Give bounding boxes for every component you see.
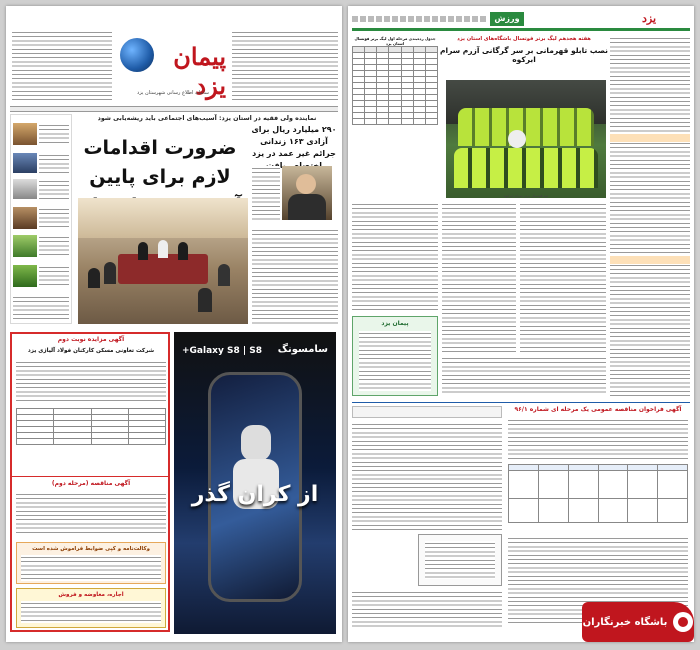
section-rule xyxy=(352,28,690,31)
bottom-left-footer-text xyxy=(352,590,502,630)
notice4-box xyxy=(16,588,166,628)
lead-kicker: نماینده ولی فقیه در استان یزد: آسیب‌های اجتماعی باید ریشه‌یابی شود xyxy=(97,115,317,122)
lead-banner: هفته هجدهم لیگ برتر فوتسال باشگاه‌های استان یزد xyxy=(457,36,591,42)
samsung-model: Galaxy S8 | S8+ xyxy=(182,346,263,356)
masthead-subtitle: سامانه اطلاع رسانی شهرستان یزد xyxy=(137,90,209,96)
bottom-left-ad-box xyxy=(418,534,502,586)
right-column-text xyxy=(610,36,690,396)
side-story-continued-text xyxy=(252,228,338,324)
middle-text-right xyxy=(520,202,606,352)
notice3-box xyxy=(16,542,166,584)
date-strip xyxy=(10,106,338,112)
side-story-text xyxy=(252,166,280,220)
right-newspaper-page xyxy=(348,6,694,642)
section-label: ورزش xyxy=(490,12,524,26)
notice1-text xyxy=(16,360,166,404)
masthead-left-text xyxy=(12,30,112,102)
watermark-logo-icon xyxy=(673,612,693,632)
notice2-title: آگهی مناقصه (مرحله دوم) xyxy=(51,480,131,487)
notice2-text xyxy=(16,492,166,536)
tender-intro-text xyxy=(508,418,688,460)
info-box-title: پیمان یزد xyxy=(381,320,409,327)
left-news-column xyxy=(10,114,72,324)
masthead-right-text xyxy=(232,30,338,102)
meeting-photo xyxy=(78,198,248,324)
bottom-left-text xyxy=(352,422,502,532)
middle-text-left xyxy=(352,202,438,312)
left-newspaper-page xyxy=(6,6,342,642)
bottom-left-header xyxy=(352,406,502,418)
watermark-text: باشگاه خبرنگاران xyxy=(582,616,668,628)
samsung-ad[interactable] xyxy=(174,332,336,634)
lead-headline-right: نصب تابلو قهرمانی بر سر گرگانی آزرم سرام ابرکوه xyxy=(440,46,608,64)
small-logo: یزد xyxy=(642,12,657,25)
standings-title: جدول رده‌بندی مرحله اول لیگ برتر فوتسال استان یزد xyxy=(354,36,436,46)
notice4-title: اجاره، معاوضه و فروش xyxy=(58,592,124,598)
lead-headline: ضرورت اقدامات لازم برای پایین xyxy=(83,137,237,188)
watermark-badge xyxy=(582,602,694,642)
astronaut-helmet xyxy=(241,425,271,461)
side-story-headline: ۲۹۰ میلیارد ریال برای آزادی ۱۶۳ زندانی جرائم غیر عمد در یزد xyxy=(251,125,337,158)
tender-title: آگهی فراخوان مناقصه عمومی یک مرحله ای شماره ۹۶/۱ xyxy=(514,406,682,413)
side-story-photo xyxy=(282,166,332,220)
notice3-title: وکالت‌نامه و کپی ضوابط فراموش شده است xyxy=(32,546,150,552)
samsung-brand: سامسونگ xyxy=(277,344,328,355)
globe-icon xyxy=(120,38,154,72)
samsung-slogan: از کران گذر xyxy=(191,482,319,507)
standings-table xyxy=(352,46,438,196)
right-column-subhead xyxy=(610,134,690,142)
team-photo-caption: تیم فوتسال برتر سرام ابرکوه xyxy=(503,194,549,198)
notice1-org: شرکت تعاونی مسکن کارکنان فولاد آلیاژی یزد xyxy=(27,348,155,354)
masthead-logo: پیمان یزد xyxy=(173,42,226,100)
notice1-title: آگهی مزایده نوبت دوم xyxy=(57,336,125,343)
right-column-subhead-2 xyxy=(610,256,690,264)
lower-middle-text xyxy=(442,356,606,396)
date-line xyxy=(352,16,486,22)
info-box xyxy=(352,316,438,396)
side-story xyxy=(250,114,338,226)
middle-text-center xyxy=(442,202,516,352)
team-photo xyxy=(446,80,606,198)
tender-table xyxy=(508,464,688,532)
notice1-table xyxy=(16,408,166,458)
